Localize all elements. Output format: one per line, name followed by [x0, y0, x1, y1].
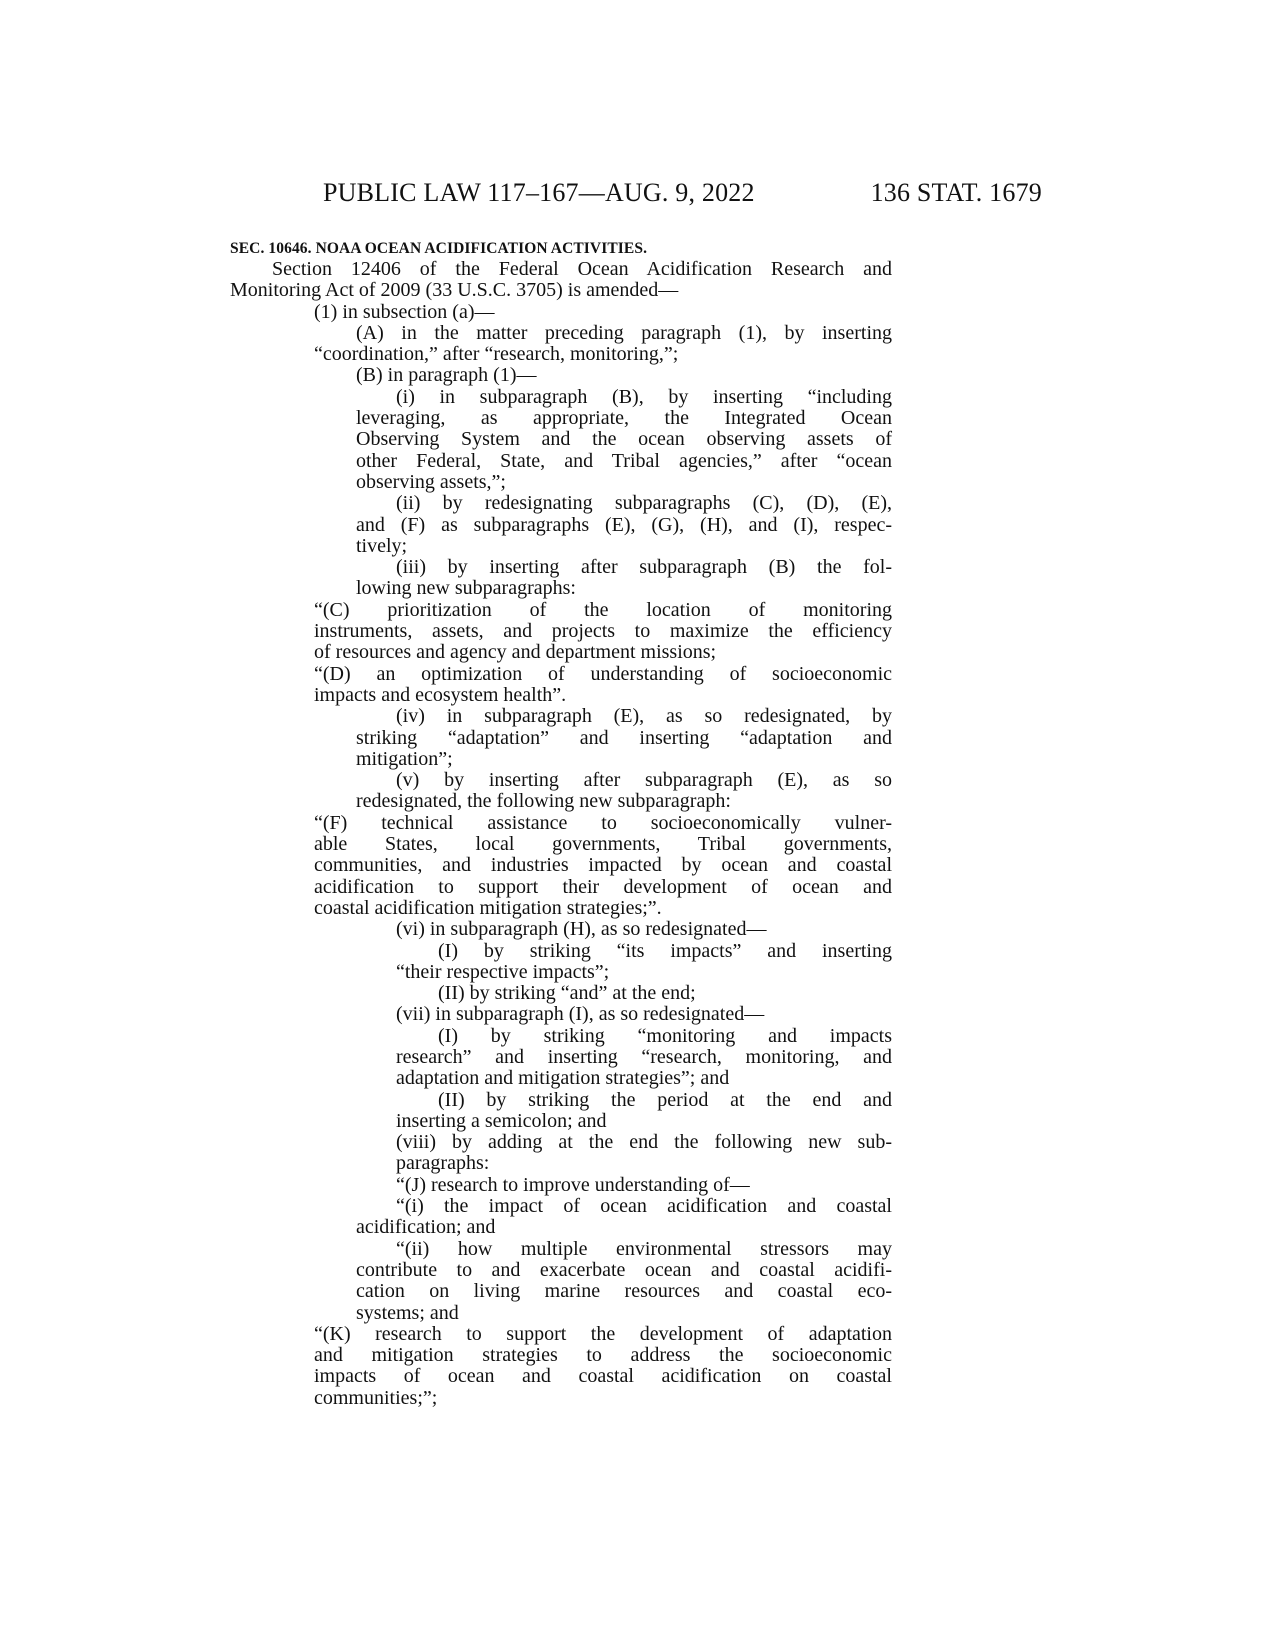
text-line: “(F) technical assistance to socioeconomically vulner- — [314, 811, 892, 834]
section-body — [230, 259, 892, 1409]
text-line: (I) by striking “its impacts” and inserting — [438, 939, 892, 962]
text-line: of resources and agency and department missions; — [314, 641, 717, 664]
text-line: (ii) by redesignating subparagraphs (C), (D), (E), — [396, 492, 892, 515]
text-line: (1) in subsection (a)— — [314, 300, 495, 323]
text-line: striking “adaptation” and inserting “adaptation and — [356, 726, 892, 749]
text-line: leveraging, as appropriate, the Integrated Ocean — [356, 407, 892, 430]
public-law-title: PUBLIC LAW 117–167—AUG. 9, 2022 — [323, 178, 755, 207]
text-line: (i) in subparagraph (B), by inserting “including — [396, 385, 892, 408]
text-line: (iv) in subparagraph (E), as so redesignated, by — [396, 705, 892, 728]
text-line: (vii) in subparagraph (I), as so redesignated— — [396, 1003, 765, 1026]
text-line: (v) by inserting after subparagraph (E), as so — [396, 769, 892, 792]
text-line: observing assets,”; — [356, 470, 506, 493]
text-line: systems; and — [356, 1301, 459, 1324]
text-line: “(C) prioritization of the location of monitoring — [314, 598, 892, 621]
section-heading: SEC. 10646. NOAA OCEAN ACIDIFICATION ACTIVITIES. — [230, 240, 648, 257]
text-line: Monitoring Act of 2009 (33 U.S.C. 3705) is amended— — [230, 279, 679, 302]
text-line: acidification to support their development of ocean and — [314, 875, 892, 898]
text-line: paragraphs: — [396, 1152, 490, 1175]
text-line: (II) by striking the period at the end and — [438, 1088, 892, 1111]
text-line: “coordination,” after “research, monitoring,”; — [314, 343, 679, 366]
text-line: communities;”; — [314, 1386, 438, 1409]
text-line: (I) by striking “monitoring and impacts — [438, 1024, 892, 1047]
text-line: (II) by striking “and” at the end; — [438, 982, 696, 1005]
text-line: “(ii) how multiple environmental stressors may — [396, 1237, 892, 1260]
text-line: and mitigation strategies to address the socioeconomic — [314, 1344, 892, 1367]
text-line: lowing new subparagraphs: — [356, 577, 576, 600]
text-line: “(J) research to improve understanding of— — [396, 1173, 750, 1196]
text-line: acidification; and — [356, 1216, 496, 1239]
text-line: (viii) by adding at the end the following new sub- — [396, 1131, 892, 1154]
text-line: (iii) by inserting after subparagraph (B) the fol- — [396, 556, 892, 579]
text-line: “(i) the impact of ocean acidification and coastal — [396, 1195, 892, 1218]
text-line: (A) in the matter preceding paragraph (1), by inserting — [356, 321, 892, 344]
text-line: (vi) in subparagraph (H), as so redesignated— — [396, 918, 767, 941]
text-line: adaptation and mitigation strategies”; and — [396, 1067, 730, 1090]
text-line: coastal acidification mitigation strategies;”. — [314, 896, 662, 919]
text-line: instruments, assets, and projects to maximize the efficiency — [314, 620, 892, 643]
text-line: impacts of ocean and coastal acidification on coastal — [314, 1365, 892, 1388]
statute-page-reference: 136 STAT. 1679 — [870, 178, 1042, 207]
text-line: inserting a semicolon; and — [396, 1109, 607, 1132]
text-line: and (F) as subparagraphs (E), (G), (H), and (I), respec- — [356, 513, 892, 536]
text-line: impacts and ecosystem health”. — [314, 683, 567, 706]
text-line: “(D) an optimization of understanding of socioeconomic — [314, 662, 892, 685]
text-line: “their respective impacts”; — [396, 960, 610, 983]
text-line: research” and inserting “research, monitoring, and — [396, 1045, 892, 1068]
text-line: able States, local governments, Tribal governments, — [314, 833, 892, 856]
text-line: contribute to and exacerbate ocean and coastal acidifi- — [356, 1258, 892, 1281]
text-line: Observing System and the ocean observing assets of — [356, 428, 892, 451]
text-line: tively; — [356, 534, 408, 557]
text-line: other Federal, State, and Tribal agencies,” after “ocean — [356, 449, 892, 472]
text-line: “(K) research to support the development of adaptation — [314, 1322, 892, 1345]
text-line: cation on living marine resources and coastal eco- — [356, 1280, 892, 1303]
text-line: (B) in paragraph (1)— — [356, 364, 537, 387]
text-line: communities, and industries impacted by ocean and coastal — [314, 854, 892, 877]
text-line: redesignated, the following new subparagraph: — [356, 790, 731, 813]
page-header — [0, 178, 1275, 218]
text-line: Section 12406 of the Federal Ocean Acidification Research and — [272, 258, 892, 280]
text-line: mitigation”; — [356, 747, 453, 770]
